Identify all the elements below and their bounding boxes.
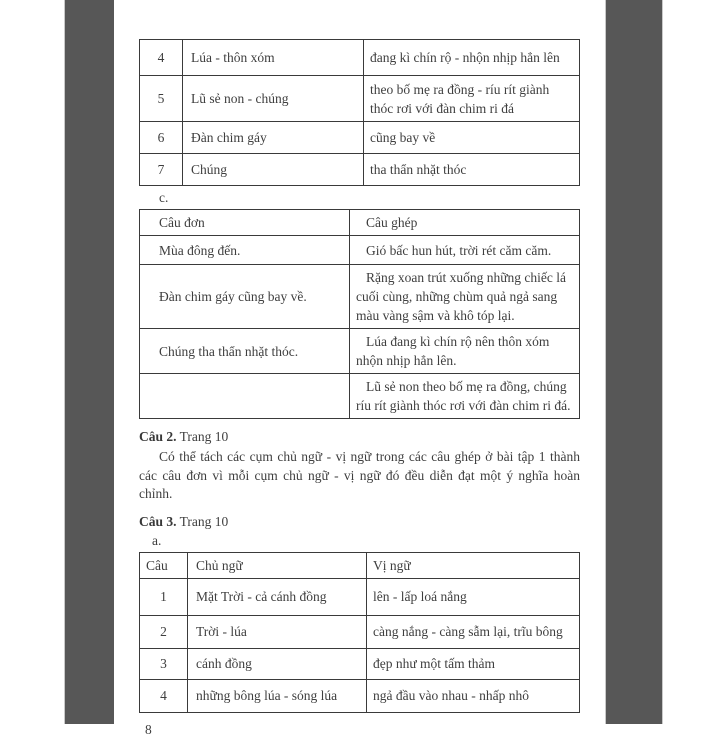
table-row: [140, 578, 580, 615]
subject-cell: những bông lúa - sóng lúa: [188, 679, 367, 712]
question-3-page-ref: Trang 10: [179, 513, 229, 529]
predicate-cell: tha thẩn nhặt thóc: [364, 154, 580, 186]
simple-sentence-cell: Chúng tha thẩn nhặt thóc.: [140, 329, 350, 374]
table-header-row: [140, 552, 580, 578]
table-row: [140, 76, 580, 122]
predicate-cell: lên - lấp loá nắng: [367, 578, 580, 615]
predicate-cell: cũng bay về: [364, 122, 580, 154]
simple-sentence-cell: Đàn chim gáy cũng bay về.: [140, 265, 350, 329]
table-row: [140, 40, 580, 76]
page-number: 8: [145, 721, 152, 737]
predicate-cell: đẹp như một tấm thảm: [367, 648, 580, 679]
question-2-page-ref: Trang 10: [179, 429, 229, 444]
subject-cell: Đàn chim gáy: [183, 122, 364, 154]
question-2-answer: Có thể tách các cụm chủ ngữ - vị ngữ trong các câu ghép ở bài tập 1 thành các câu đơn vì mỗi cụm chủ ngữ - vị ngữ đó đều diễn đạt một ý nghĩa hoàn chỉnh.: [139, 449, 580, 501]
row-number-cell: 3: [140, 648, 188, 679]
subject-cell: cánh đồng: [188, 648, 367, 679]
row-number-cell: 4: [140, 40, 183, 76]
row-number-cell: 6: [140, 122, 183, 154]
subject-cell: Lũ sẻ non - chúng: [183, 76, 364, 122]
row-number-cell: 7: [140, 154, 183, 186]
table-row: [140, 679, 580, 712]
header-simple-sentence: Câu đơn: [140, 210, 350, 236]
question-3-heading: [139, 512, 580, 531]
predicate-cell: ngả đầu vào nhau - nhấp nhô: [367, 679, 580, 712]
compound-sentence-cell: Rặng xoan trút xuống những chiếc lá cuối cùng, những chùm quả ngả sang màu vàng sậm và khô tóp lại.: [350, 265, 580, 329]
row-number-cell: 1: [140, 578, 188, 615]
book-page-edge-left: [64, 0, 115, 724]
document-page: [114, 0, 605, 737]
compound-sentence-cell: Lúa đang kì chín rộ nên thôn xóm nhộn nhịp hẳn lên.: [350, 329, 580, 374]
simple-sentence-cell: [140, 374, 350, 419]
header-predicate: Vị ngữ: [367, 552, 580, 578]
simple-vs-compound-table: [139, 209, 580, 419]
predicate-cell: đang kì chín rộ - nhộn nhịp hẳn lên: [364, 40, 580, 76]
subject-cell: Chúng: [183, 154, 364, 186]
row-number-cell: 2: [140, 615, 188, 648]
section-label-c: c.: [159, 190, 169, 205]
table-row: [140, 154, 580, 186]
compound-sentence-cell: Lũ sẻ non theo bố mẹ ra đồng, chúng ríu rít giành thóc rơi với đàn chim ri đá.: [350, 374, 580, 419]
book-page-edge-right: [605, 0, 663, 724]
header-subject: Chủ ngữ: [188, 552, 367, 578]
subject-cell: Trời - lúa: [188, 615, 367, 648]
table-row: [140, 236, 580, 265]
compound-sentence-cell: Gió bấc hun hút, trời rét căm căm.: [350, 236, 580, 265]
table-row: [140, 615, 580, 648]
table-row: [140, 265, 580, 329]
table-row: [140, 122, 580, 154]
header-compound-sentence: Câu ghép: [350, 210, 580, 236]
header-sentence-number: Câu: [140, 552, 188, 578]
simple-sentence-cell: Mùa đông đến.: [140, 236, 350, 265]
question-3-label: Câu 3.: [139, 513, 177, 529]
subject-cell: Lúa - thôn xóm: [183, 40, 364, 76]
predicate-cell: theo bố mẹ ra đồng - ríu rít giành thóc rơi với đàn chim ri đá: [364, 76, 580, 122]
row-number-cell: 5: [140, 76, 183, 122]
row-number-cell: 4: [140, 679, 188, 712]
table-row: [140, 648, 580, 679]
subject-cell: Mặt Trời - cả cánh đồng: [188, 578, 367, 615]
table-row: [140, 329, 580, 374]
section-label-a: a.: [152, 532, 162, 548]
page-content: [114, 0, 605, 738]
predicate-cell: càng nắng - càng sẫm lại, trĩu bông: [367, 615, 580, 648]
table-header-row: [140, 210, 580, 236]
matching-table: [139, 39, 580, 186]
table-row: [140, 374, 580, 419]
subject-predicate-table: [139, 552, 580, 713]
question-2-label: Câu 2.: [139, 429, 177, 444]
question-2-heading: [139, 427, 580, 446]
